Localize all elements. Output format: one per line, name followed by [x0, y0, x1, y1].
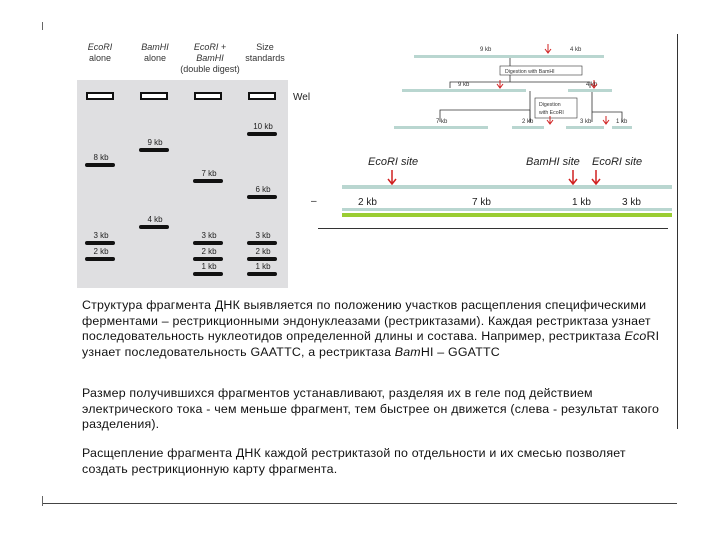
dna-strand-mid-left [402, 89, 526, 92]
fragment-label-4: 3 kb [622, 197, 641, 208]
arrow-site-2 [569, 170, 577, 184]
band [193, 241, 223, 245]
header-bamhi-line1: BamHI [141, 42, 169, 52]
band [247, 132, 277, 136]
digest-tree [380, 40, 680, 140]
site-label-2: BamHI site [526, 156, 580, 168]
p1-bam: Bam [394, 344, 421, 359]
band [247, 241, 277, 245]
fragment-label-2: 7 kb [472, 197, 491, 208]
band-label: 7 kb [201, 169, 217, 178]
header-double-line1: EcoRI + [193, 42, 227, 52]
band [247, 272, 277, 276]
dna-strand-top [414, 55, 604, 58]
band-label: 3 kb [201, 231, 217, 240]
tree-bottom-label-3: 3 kb [580, 119, 592, 125]
dna-strand-bottom-1 [394, 126, 488, 129]
map-frame-line [318, 228, 668, 229]
band-label: 4 kb [147, 215, 163, 224]
band [247, 257, 277, 261]
tree-mid-label-2: 4 kb [586, 82, 598, 88]
box-bamhi-text: Digestion with BamHI [505, 69, 555, 75]
header-ecori-line2: alone [88, 53, 112, 63]
band-label: 3 kb [255, 231, 271, 240]
map-dash: – [311, 196, 317, 207]
header-standards-line2: standards [245, 53, 285, 63]
restriction-map [330, 166, 680, 226]
band [193, 257, 223, 261]
corner-mark [42, 22, 43, 30]
header-standards [240, 42, 290, 64]
dna-strand-bottom-3 [566, 126, 604, 129]
gel [77, 80, 288, 288]
arrow-top [545, 44, 551, 53]
dna-strand-mid-right [568, 89, 612, 92]
band [139, 225, 169, 229]
site-label-1: EcoRI site [368, 156, 419, 168]
bottom-mark [42, 496, 43, 506]
band [139, 148, 169, 152]
wells-label: Wel [293, 92, 311, 103]
well-3 [194, 92, 222, 100]
p1-enzyme: Eco [624, 329, 647, 343]
arrow-site-1 [388, 170, 396, 184]
band [85, 257, 115, 261]
tree-branch-2 [440, 92, 622, 122]
paragraph-1 [82, 298, 662, 360]
p1-text: Структура фрагмента ДНК выявляется по положению участков расщепления специфическими ферментами – рестрикционными эндонуклеазами (рестриктазами). Каждая рестриктаза узнает последовательность нуклеотидов определенной длины и состава. Например, рестриктаза [82, 298, 651, 343]
bottom-rule [42, 503, 677, 504]
band-label: 1 kb [255, 262, 271, 271]
band [85, 163, 115, 167]
header-double-line2: BamHI [196, 53, 224, 63]
band [193, 179, 223, 183]
fragment-label-1: 2 kb [358, 197, 377, 208]
dna-strand-lower [342, 208, 672, 211]
tree-branch-1 [450, 75, 590, 88]
tree-top-label-1: 9 kb [480, 47, 492, 53]
fragment-label-3: 1 kb [572, 197, 591, 208]
box-ecori-text-2: with EcoRI [539, 110, 564, 116]
dna-strand-bottom-2 [512, 126, 544, 129]
well-1 [86, 92, 114, 100]
header-standards-line1: Size [256, 42, 274, 52]
band-label: 1 kb [201, 262, 217, 271]
band-label: 10 kb [253, 122, 273, 131]
tree-bottom-label-1: 7 kb [436, 119, 448, 125]
box-ecori-text-1: Digestion [539, 102, 561, 108]
p1-end: HI – GGATTC [420, 344, 500, 359]
header-bamhi-line2: alone [143, 53, 167, 63]
site-label-3: EcoRI site [592, 156, 643, 168]
band-label: 8 kb [93, 153, 109, 162]
tree-top-label-2: 4 kb [570, 47, 582, 53]
band-label: 2 kb [201, 247, 217, 256]
band [85, 241, 115, 245]
tree-mid-label-1: 9 kb [458, 82, 470, 88]
green-bar [342, 213, 672, 217]
well-4 [248, 92, 276, 100]
paragraph-3: Расщепление фрагмента ДНК каждой рестриктазой по отдельности и их смесью позволяет создать рестрикционную карту фрагмента. [82, 446, 626, 476]
band-label: 6 kb [255, 185, 271, 194]
band-label: 9 kb [147, 138, 163, 147]
paragraph-2: Размер получившихся фрагментов устанавливают, разделяя их в геле под действием электрического тока - чем меньше фрагмент, тем быстрее он движется (слева - результат такого разделения). [82, 386, 660, 431]
arrow-site-3 [592, 170, 600, 184]
header-ecori [78, 42, 122, 64]
band-label: 2 kb [255, 247, 271, 256]
arrow-bottom-2 [603, 116, 609, 124]
header-ecori-line1: EcoRI [87, 42, 113, 52]
header-double [172, 42, 248, 75]
header-double-line3: (double digest) [180, 64, 240, 74]
tree-bottom-label-2: 2 kb [522, 119, 534, 125]
band-label: 2 kb [93, 247, 109, 256]
tree-bottom-label-4: 1 kb [616, 119, 628, 125]
band [193, 272, 223, 276]
well-2 [140, 92, 168, 100]
band [247, 195, 277, 199]
dna-strand-upper [342, 185, 672, 189]
p1-enzyme2: RI узнает [82, 329, 660, 359]
dna-strand-bottom-4 [612, 126, 632, 129]
p1-text-b: последовательность GAATTC, а рестриктаза [124, 344, 392, 359]
arrow-mid-1 [497, 80, 503, 88]
band-label: 3 kb [93, 231, 109, 240]
